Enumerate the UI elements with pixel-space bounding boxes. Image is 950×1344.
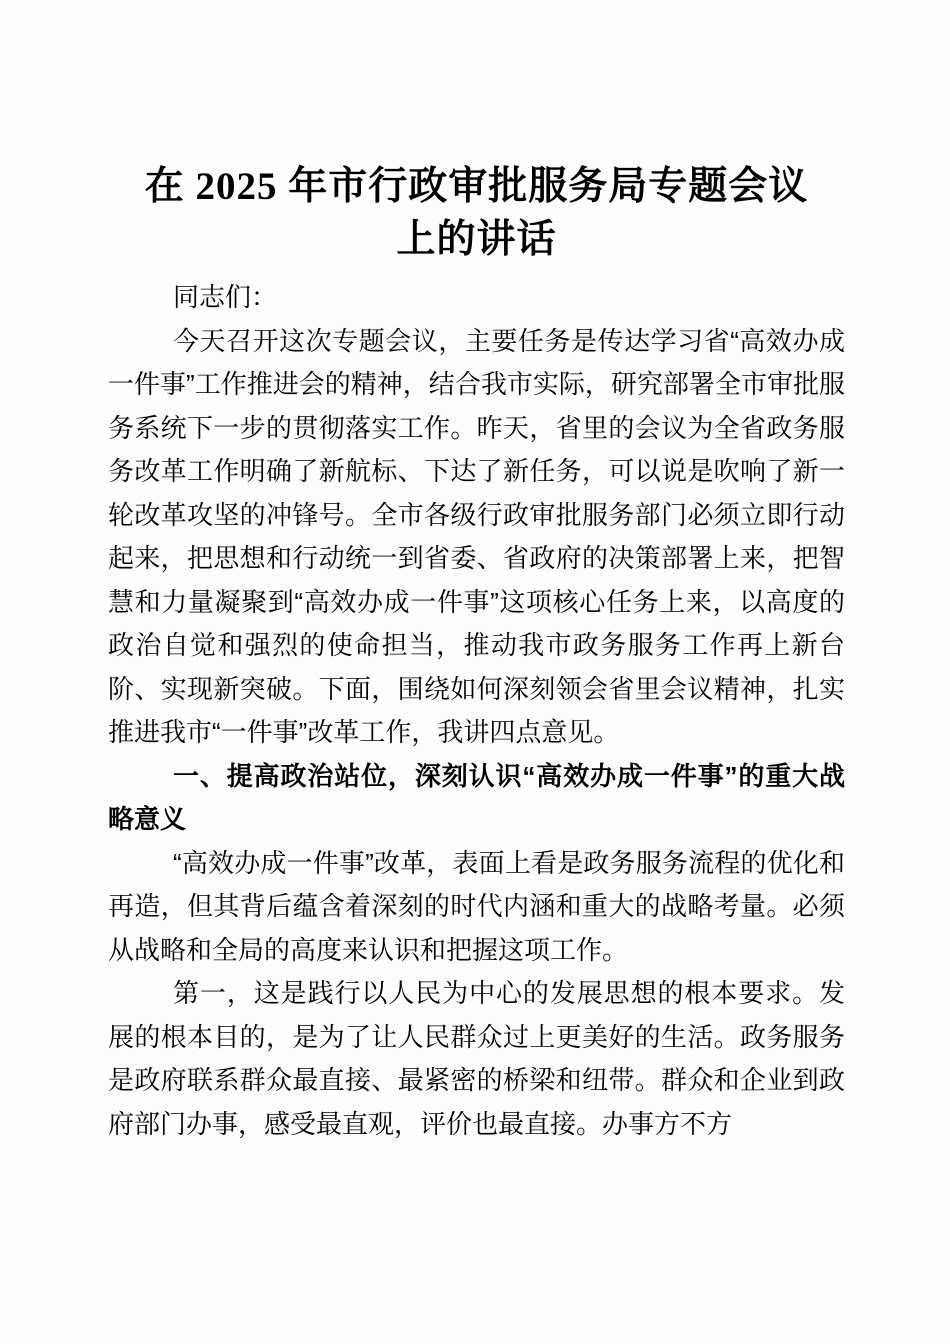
- salutation: 同志们：: [173, 282, 278, 312]
- document-title: [108, 160, 845, 266]
- paragraph-intro: 今天召开这次专题会议，主要任务是传达学习省“高效办成一件事”工作推进会的精神，结合我市实际，研究部署全市审批服务系统下一步的贯彻落实工作。昨天，省里的会议为全省政务服务改革工作明确了新航标、下达了新任务，可以说是吹响了新一轮改革攻坚的冲锋号。全市各级行政审批服务部门必须立即行动起来，把思想和行动统一到省委、省政府的决策部署上来，把智慧和力量凝聚到“高效办成一件事”这项核心任务上来，以高度的政治自觉和强烈的使命担当，推动我市政务服务工作再上新台阶、实现新突破。下面，围绕如何深刻领会省里会议精神，扎实推进我市“一件事”改革工作，我讲四点意见。: [108, 325, 845, 747]
- paragraph-first-point: 第一，这是践行以人民为中心的发展思想的根本要求。发展的根本目的，是为了让人民群众过上更美好的生活。政务服务是政府联系群众最直接、最紧密的桥梁和纽带。群众和企业到政府部门办事，感受最直观，评价也最直接。办事方不方: [108, 978, 845, 1139]
- document-body: [108, 276, 845, 1146]
- document-content: [108, 160, 845, 1146]
- document-title-line-1: 在 2025 年市行政审批服务局专题会议: [144, 165, 809, 208]
- document-title-line-2: 上的讲话: [396, 218, 557, 261]
- paragraph-significance: “高效办成一件事”改革，表面上看是政务服务流程的优化和再造，但其背后蕴含着深刻的时代内涵和重大的战略考量。必须从战略和全局的高度来认识和把握这项工作。: [108, 847, 845, 965]
- section-heading-1: 一、提高政治站位，深刻认识“高效办成一件事”的重大战略意义: [108, 760, 845, 834]
